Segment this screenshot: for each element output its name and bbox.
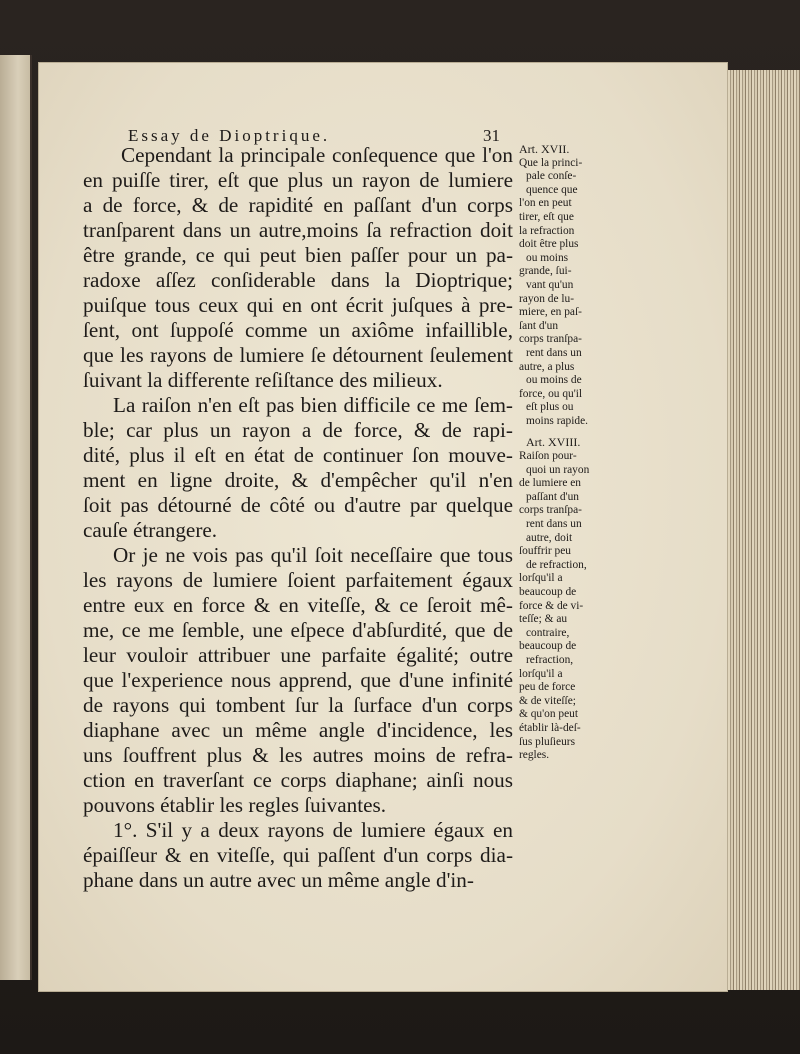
text-line: que l'experience nous apprend, que d'une infinité bbox=[83, 668, 513, 692]
margin-note-line: rent dans un bbox=[526, 346, 582, 359]
text-line: épaiſſeur & en viteſſe, qui paſſent d'un corps dia- bbox=[83, 843, 513, 867]
running-head: Essay de Dioptrique. bbox=[128, 126, 331, 145]
margin-note-line: établir là-deſ- bbox=[519, 721, 581, 734]
margin-note-line: paſſant d'un bbox=[526, 490, 579, 503]
text-line: uns ſouffrent plus & les autres moins de refra- bbox=[83, 743, 513, 767]
text-line: que les rayons de lumiere ſe détournent ſeulement bbox=[83, 343, 513, 367]
margin-note-heading: Art. XVII. bbox=[519, 142, 570, 156]
text-line: tranſparent dans un autre,moins ſa refraction doit bbox=[83, 218, 513, 242]
margin-note-line: ou moins de bbox=[526, 374, 582, 387]
text-line: de rayons qui tombent ſur la ſurface d'un corps bbox=[83, 693, 513, 717]
text-line: les rayons de lumiere ſoient parfaitement égaux bbox=[83, 568, 513, 592]
text-line: a de force, & de rapidité en paſſant d'un corps bbox=[83, 193, 513, 217]
margin-note-line: l'on en peut bbox=[519, 197, 572, 210]
margin-note-line: quoi un rayon bbox=[526, 463, 590, 476]
margin-note-line: force, ou qu'il bbox=[519, 387, 583, 400]
text-line: ſoit pas détourné de côté ou d'autre par quelque bbox=[83, 493, 513, 517]
margin-note-line: doit être plus bbox=[519, 238, 579, 251]
text-line: Or je ne vois pas qu'il ſoit neceſſaire que tous bbox=[113, 543, 513, 567]
margin-note-line: regles. bbox=[519, 749, 550, 762]
margin-note-line: de refraction, bbox=[526, 558, 587, 571]
text-line: être grande, ce qui peut bien paſſer pour un pa- bbox=[83, 243, 513, 267]
text-line: cauſe étrangere. bbox=[83, 518, 218, 542]
stacked-page-edges bbox=[724, 70, 800, 990]
margin-note-line: Que la princi- bbox=[519, 156, 583, 169]
margin-note-line: beaucoup de bbox=[519, 640, 577, 653]
margin-note-line: rent dans un bbox=[526, 518, 582, 531]
margin-note-line: quence que bbox=[526, 183, 578, 196]
margin-note-line: ſant d'un bbox=[519, 319, 559, 332]
margin-note-line: tirer, eſt que bbox=[519, 210, 574, 223]
margin-note-line: grande, ſui- bbox=[519, 265, 572, 278]
text-line: 1°. S'il y a deux rayons de lumiere égaux en bbox=[113, 818, 513, 842]
text-line: puiſque tous ceux qui en ont écrit juſques à pre- bbox=[83, 293, 513, 317]
margin-note-line: la refraction bbox=[519, 224, 575, 237]
text-line: radoxe aſſez conſiderable dans la Dioptrique; bbox=[83, 268, 513, 292]
margin-note-line: ſus pluſieurs bbox=[519, 735, 576, 748]
margin-note-line: teſſe; & au bbox=[519, 613, 568, 626]
margin-note-line: contraire, bbox=[526, 626, 570, 639]
text-line: ſent, ont ſuppoſé comme un axiôme infaillible, bbox=[83, 318, 513, 342]
page-number: 31 bbox=[483, 126, 500, 145]
facing-page-edge bbox=[0, 55, 32, 980]
margin-note-line: & de viteſſe; bbox=[519, 694, 576, 707]
margin-note-line: & qu'on peut bbox=[519, 708, 578, 721]
margin-notes bbox=[519, 143, 605, 763]
margin-note-line: ſouffrir peu bbox=[519, 545, 571, 558]
text-line: ment en ligne droite, & d'empêcher qu'il n'en bbox=[83, 468, 513, 492]
margin-note-line: force & de vi- bbox=[519, 599, 584, 612]
margin-note-heading: Art. XVIII. bbox=[526, 435, 581, 450]
text-line: entre eux en force & en viteſſe, & ce ſeroit mê- bbox=[83, 593, 513, 617]
margin-note-line: corps tranſpa- bbox=[519, 333, 582, 346]
margin-note-line: moins rapide. bbox=[526, 414, 589, 427]
margin-note-line: vant qu'un bbox=[526, 278, 574, 291]
text-line: me, ce me ſemble, une eſpece d'abſurdité, que de bbox=[83, 618, 513, 642]
margin-note-line: ou moins bbox=[526, 251, 569, 264]
margin-note-line: beaucoup de bbox=[519, 586, 577, 598]
text-line: ble; car plus un rayon a de force, & de rapi- bbox=[83, 418, 513, 442]
margin-note-line: autre, a plus bbox=[519, 360, 575, 373]
margin-note-line: eſt plus ou bbox=[526, 401, 574, 414]
margin-note-line: corps tranſpa- bbox=[519, 504, 582, 517]
margin-note-line: rayon de lu- bbox=[519, 292, 575, 305]
margin-note-line: autre, doit bbox=[526, 531, 573, 544]
margin-note-line: pale conſe- bbox=[526, 170, 577, 183]
margin-note-line: lorſqu'il a bbox=[519, 667, 563, 680]
margin-note-line: miere, en paſ- bbox=[519, 306, 582, 319]
text-line: La raiſon n'en eſt pas bien difficile ce me ſem- bbox=[113, 393, 513, 417]
text-line: pouvons établir les regles ſuivantes. bbox=[83, 793, 387, 817]
text-line: leur vouloir attribuer une parfaite égalité; outre bbox=[83, 643, 513, 667]
body-text bbox=[83, 143, 513, 893]
text-line: phane dans un autre avec un même angle d'in- bbox=[83, 868, 474, 892]
margin-note-line: lorſqu'il a bbox=[519, 572, 563, 585]
margin-note-line: refraction, bbox=[526, 653, 574, 666]
margin-note-line: Raiſon pour- bbox=[519, 450, 577, 463]
text-line: diaphane avec un même angle d'incidence, les bbox=[83, 718, 513, 742]
text-line: ſuivant la differente reſiſtance des milieux. bbox=[83, 368, 443, 392]
text-line: Cependant la principale conſequence que l'on bbox=[121, 143, 513, 167]
text-line: ction en traverſant ce corps diaphane; ainſi nous bbox=[83, 768, 513, 792]
text-line: dité, plus il eſt en état de continuer ſon mouve- bbox=[83, 443, 513, 467]
margin-note-line: de lumiere en bbox=[519, 477, 581, 490]
text-line: en puiſſe tirer, eſt que plus un rayon de lumiere bbox=[83, 168, 513, 192]
margin-note-line: peu de force bbox=[519, 681, 576, 694]
